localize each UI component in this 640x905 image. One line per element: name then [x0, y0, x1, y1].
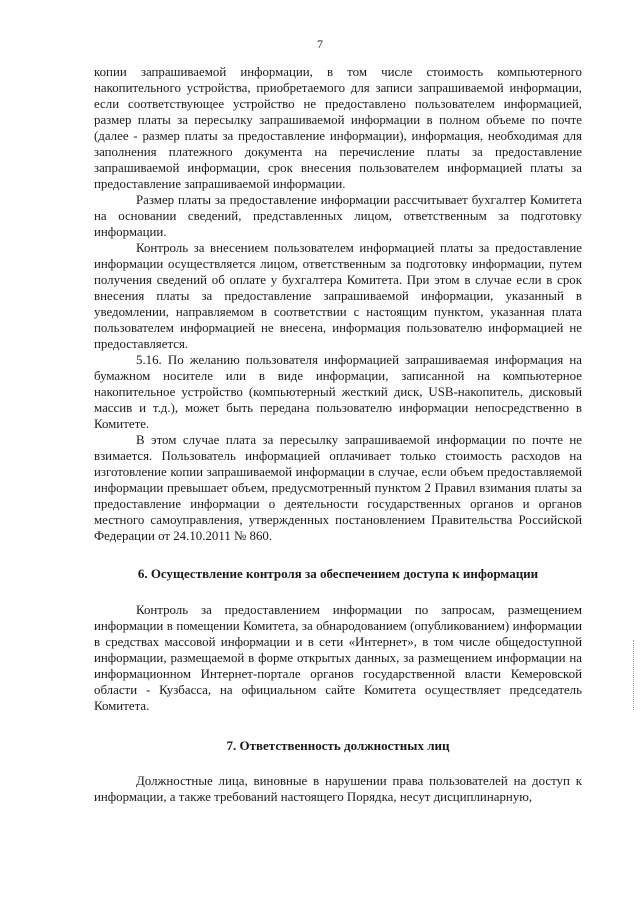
section-7-heading: 7. Ответственность должностных лиц [226, 738, 450, 753]
paragraph-fee-calculation: Размер платы за предоставление информации рассчитывает бухгалтер Комитета на основании сведений, представленных лицом, ответственным за подготовку информации. [94, 193, 582, 239]
page-number: 7 [317, 37, 323, 51]
paragraph-postage-exemption: В этом случае плата за пересылку запрашиваемой информации по почте не взимается. Пользователь информацией оплачивает только стоимость расходов на изготовление копии запрашиваемой информации в случае, если объем предоставляемой информации превышает объем, предусмотренный пунктом 2 Правил взимания платы за предоставление информации о деятельности государственных органов и органов местного самоуправления, утвержденных постановлением Правительства Российской Федерации от 24.10.2011 № 860. [94, 433, 582, 543]
section-7-text: Должностные лица, виновные в нарушении права пользователей на доступ к информации, а также требований настоящего Порядка, несут дисциплинарную, [94, 774, 582, 804]
scan-edge-mark [631, 640, 634, 710]
section-6-heading: 6. Осуществление контроля за обеспечением доступа к информации [137, 566, 539, 581]
document-body [94, 64, 582, 805]
section-6-text: Контроль за предоставлением информации по запросам, размещением информации в помещении Комитета, за обнародованием (опубликованием) информации в средствах массовой информации и в сети «Интернет», в том числе общедоступной информации, размещаемой в форме открытых данных, за размещением информации на информационном Интернет-портале органов государственной власти Кемеровской области - Кузбасса, на официальном сайте Комитета осуществляет председатель Комитета. [94, 603, 582, 713]
paragraph-continuation: копии запрашиваемой информации, в том числе стоимость компьютерного накопительного устройства, приобретаемого для записи запрашиваемой информации, если соответствующее устройство не предоставлено пользователем информацией, размер платы за пересылку запрашиваемой информации в полном объеме по почте (далее - размер платы за предоставление информации), информация, необходимая для заполнения платежного документа на перечисление платы за предоставление запрашиваемой информации, срок внесения пользователем информацией платы за предоставление запрашиваемой информации. [94, 65, 582, 191]
paragraph-5-16: 5.16. По желанию пользователя информацией запрашиваемая информация на бумажном носителе или в виде информации, записанной на компьютерное накопительное устройство (компьютерный жесткий диск, USB-накопитель, дисковый массив и т.д.), может быть передана пользователю информации непосредственно в Комитете. [94, 353, 582, 431]
paragraph-payment-control: Контроль за внесением пользователем информацией платы за предоставление информации осуществляется лицом, ответственным за подготовку информации, путем получения сведений об оплате у бухгалтера Комитета. При этом в случае если в срок внесения платы за предоставление запрашиваемой информации, указанный в уведомлении, направляемом в соответствии с настоящим пунктом, указанная плата пользователем информацией не внесена, информация пользователю информацией не предоставляется. [94, 241, 582, 351]
